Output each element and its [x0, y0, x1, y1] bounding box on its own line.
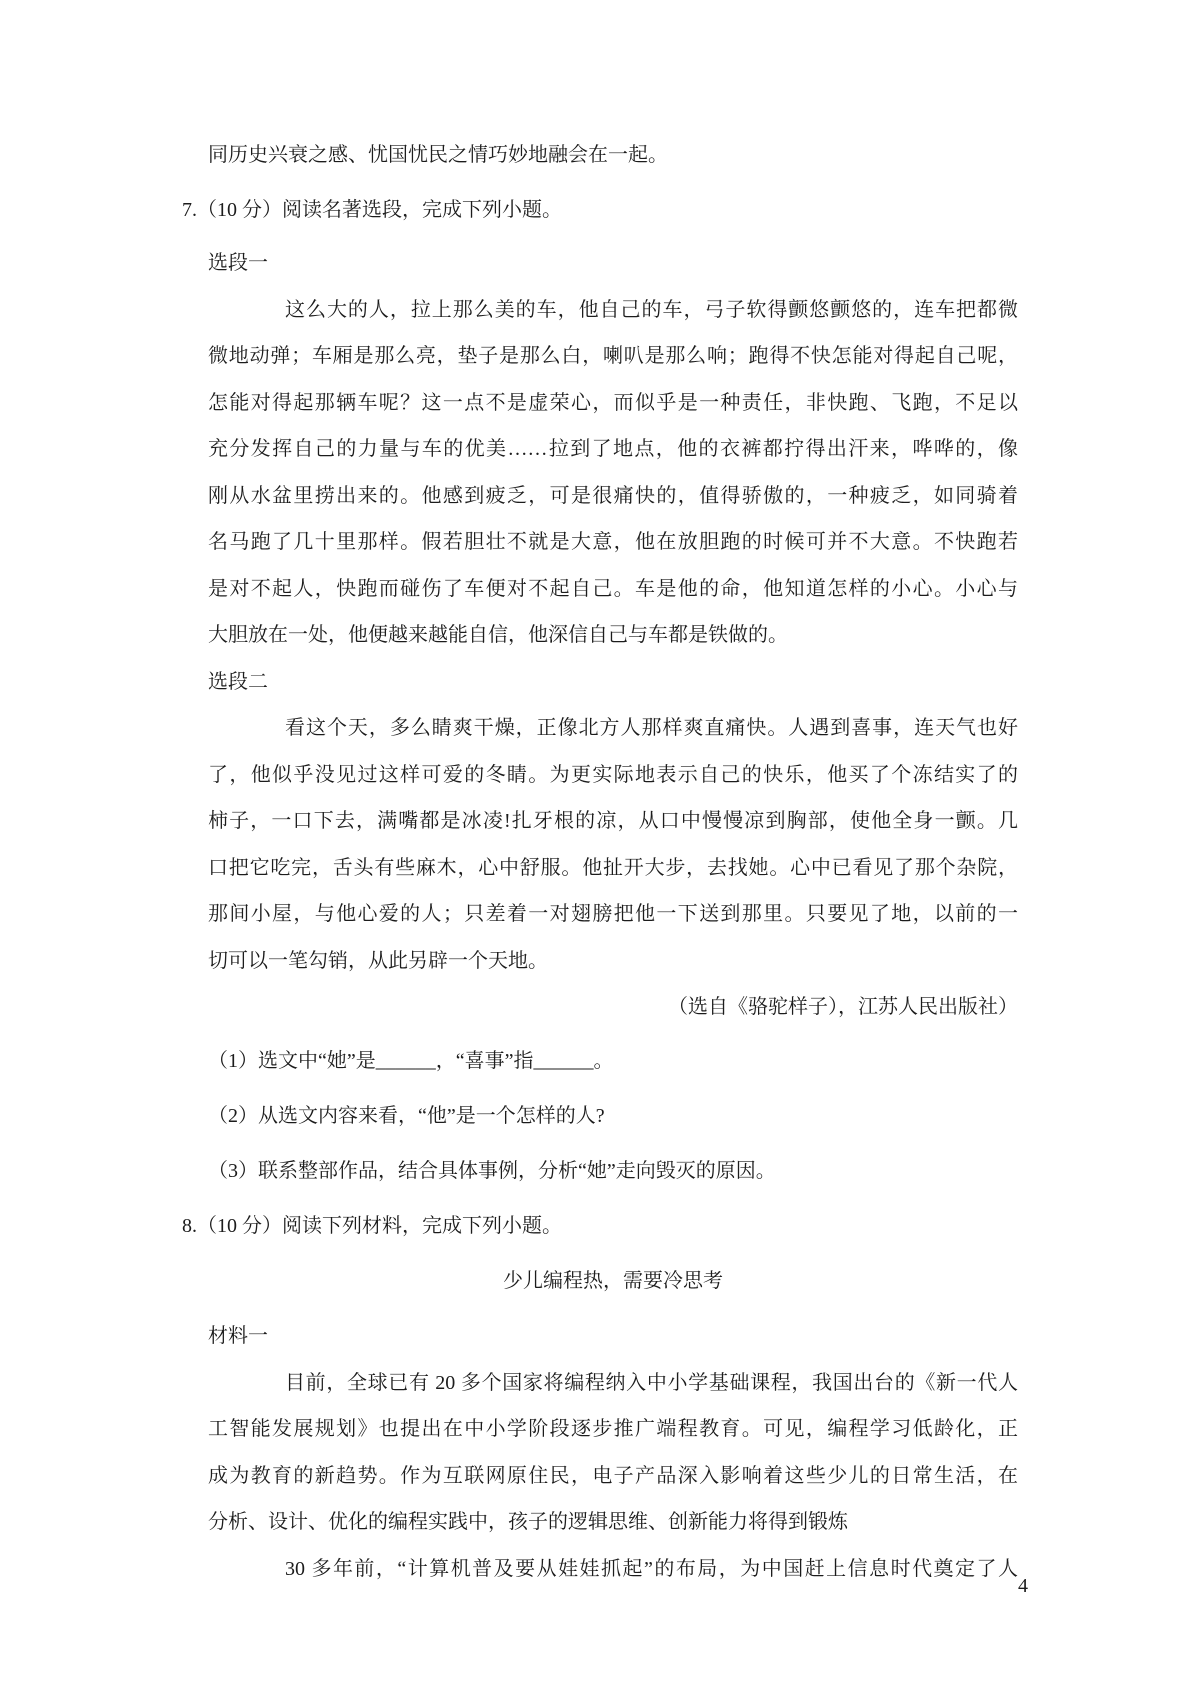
excerpt1-line: 怎能对得起那辆车呢？这一点不是虚荣心，而似乎是一种责任，非快跑、飞跑，不足以: [208, 391, 1018, 414]
material1-line: 目前，全球已有 20 多个国家将编程纳入中小学基础课程，我国出台的《新一代人: [285, 1371, 1018, 1394]
excerpt1-line: 是对不起人，快跑而碰伤了车便对不起自己。车是他的命，他知道怎样的小心。小心与: [208, 577, 1018, 600]
excerpt1-line: 名马跑了几十里那样。假若胆壮不就是大意，他在放胆跑的时候可并不大意。不快跑若: [208, 531, 1018, 553]
question7-sub3: （3）联系整部作品，结合具体事例，分析“她”走向毁灭的原因。: [208, 1160, 776, 1182]
material1-paragraph2: [208, 1546, 1018, 1593]
material1-line: 30 多年前，“计算机普及要从娃娃抓起”的布局，为中国赶上信息时代奠定了人: [285, 1557, 1018, 1580]
material-title: 少儿编程热，需要冷思考: [503, 1270, 723, 1292]
excerpt2-label: 选段二: [208, 670, 268, 693]
excerpt1-line: 大胆放在一处，他便越来越能自信，他深信自己与车都是铁做的。: [208, 624, 788, 646]
question7-header: 7.（10 分）阅读名著选段，完成下列小题。: [182, 199, 562, 221]
excerpt2-line: 口把它吃完，舌头有些麻木，心中舒服。他扯开大步，去找她。心中已看见了那个杂院，: [208, 856, 1018, 879]
material1-line: 分析、设计、优化的编程实践中，孩子的逻辑思维、创新能力将得到锻炼: [208, 1511, 848, 1533]
excerpt1-line: 刚从水盆里捞出来的。他感到疲乏，可是很痛快的，值得骄傲的，一种疲乏，如同骑着: [208, 484, 1018, 507]
question7-sub1: （1）选文中“她”是______，“喜事”指______。: [208, 1050, 614, 1072]
excerpt1-line: 充分发挥自己的力量与车的优美……拉到了地点，他的衣裤都拧得出汗来，哗哗的，像: [208, 438, 1018, 460]
excerpt1-label: 选段一: [208, 252, 268, 274]
excerpt1-line: 这么大的人，拉上那么美的车，他自己的车，弓子软得颤悠颤悠的，连车把都微: [285, 298, 1018, 321]
page-body: [182, 132, 1030, 1592]
material1-label: 材料一: [208, 1325, 268, 1347]
excerpt1-paragraph: [208, 287, 1018, 659]
question7-sub2: （2）从选文内容来看，“他”是一个怎样的人?: [208, 1105, 605, 1127]
excerpt-source-line: （选自《骆驼样子），江苏人民出版社）: [668, 996, 1018, 1018]
material1-line: 工智能发展规划》也提出在中小学阶段逐步推广端程教育。可见，编程学习低龄化，正: [208, 1418, 1018, 1440]
excerpt2-line: 那间小屋，与他心爱的人；只差着一对翅膀把他一下送到那里。只要见了地，以前的一: [208, 903, 1018, 925]
excerpt2-paragraph: [208, 705, 1018, 984]
excerpt2-line: 切可以一笔勾销，从此另辟一个天地。: [208, 949, 548, 972]
excerpt2-line: 看这个天，多么睛爽干燥，正像北方人那样爽直痛快。人遇到喜事，连天气也好: [285, 717, 1018, 739]
excerpt1-line: 微地动弹；车厢是那么亮，垫子是那么白，喇叭是那么响；跑得不快怎能对得起自己呢，: [208, 345, 1018, 367]
material1-line: 成为教育的新趋势。作为互联网原住民，电子产品深入影响着这些少儿的日常生活，在: [208, 1464, 1018, 1487]
page-number: 4: [1018, 1575, 1028, 1597]
question8-header: 8.（10 分）阅读下列材料，完成下列小题。: [182, 1215, 562, 1237]
carryover-paragraph-line: 同历史兴衰之感、忧国忧民之情巧妙地融会在一起。: [208, 144, 668, 166]
excerpt2-line: 了，他似乎没见过这样可爱的冬睛。为更实际地表示自己的快乐，他买了个冻结实了的: [208, 763, 1018, 786]
material1-paragraph1: [208, 1360, 1018, 1546]
excerpt2-line: 柿子，一口下去，满嘴都是冰凌!扎牙根的凉，从口中慢慢凉到胸部，使他全身一颤。几: [208, 810, 1018, 832]
